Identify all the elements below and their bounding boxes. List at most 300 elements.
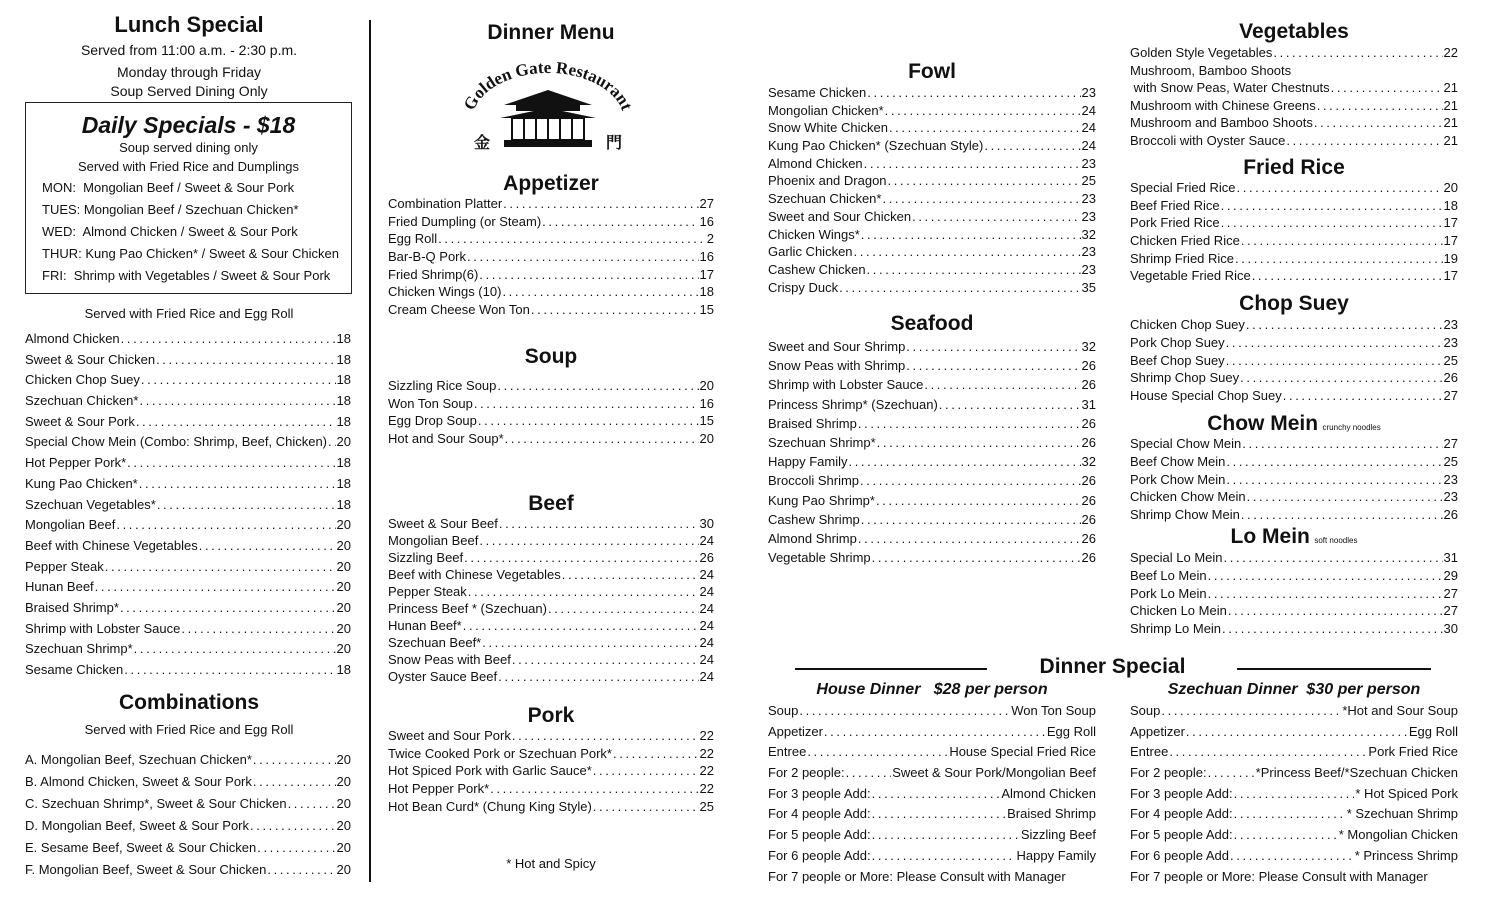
menu-item	[388, 413, 714, 431]
leader-dots	[503, 196, 698, 211]
menu-item	[768, 156, 1096, 174]
menu-item-price: * Princess Shrimp	[1354, 847, 1458, 863]
daily-list	[42, 180, 351, 290]
leader-dots	[799, 703, 1010, 718]
menu-item-price: 30	[699, 516, 714, 531]
menu-item	[1130, 621, 1458, 639]
menu-item	[768, 454, 1096, 473]
leader-dots	[181, 621, 335, 636]
leader-dots	[257, 840, 335, 855]
leader-dots	[1246, 317, 1443, 332]
menu-item-price: 25	[1443, 453, 1458, 469]
daily-line1: Soup served dining only	[119, 140, 258, 155]
menu-item-name: For 5 people Add:	[768, 827, 871, 843]
menu-item-price: 20	[336, 774, 351, 789]
leader-dots	[505, 431, 699, 446]
menu-item-price: 18	[336, 393, 351, 409]
leader-dots	[479, 267, 698, 282]
menu-item-name: Pork Lo Mein	[1130, 585, 1207, 601]
leader-dots	[105, 559, 336, 574]
menu-item	[25, 840, 351, 862]
leader-dots	[860, 473, 1081, 488]
fried-rice-title: Fried Rice	[1243, 156, 1345, 179]
leader-dots	[1186, 724, 1408, 739]
menu-item	[388, 728, 714, 746]
menu-item-name: Chicken Lo Mein	[1130, 603, 1227, 619]
menu-item-name: Crispy Duck	[768, 279, 839, 295]
leader-dots	[1161, 703, 1341, 718]
menu-item	[768, 103, 1096, 121]
menu-item-name: with Snow Peas, Water Chestnuts	[1130, 80, 1330, 96]
menu-item	[25, 331, 351, 352]
leader-dots	[1208, 568, 1443, 583]
pagoda-roof-icon	[504, 90, 592, 105]
leader-dots	[924, 377, 1080, 392]
menu-item-price: 17	[1443, 233, 1458, 249]
menu-item	[1130, 251, 1458, 269]
menu-item-name: For 6 people Add	[1130, 847, 1230, 863]
menu-item-price: 16	[699, 213, 714, 229]
menu-item	[388, 635, 714, 652]
vegetables-title: Vegetables	[1239, 20, 1349, 43]
leader-dots	[593, 799, 699, 814]
menu-item	[388, 781, 714, 799]
menu-item-name: For 4 people Add:	[768, 806, 871, 822]
leader-dots	[1228, 603, 1443, 618]
menu-item	[25, 476, 351, 497]
menu-item-price: 32	[1081, 454, 1096, 470]
leader-dots	[867, 85, 1080, 100]
menu-item	[768, 531, 1096, 550]
leader-dots	[267, 862, 335, 877]
menu-item-price: 30	[1443, 621, 1458, 637]
chow-mein-list	[1130, 436, 1458, 525]
leader-dots	[872, 827, 1020, 842]
leader-dots	[1234, 806, 1346, 821]
menu-item-name: Mushroom, Bamboo Shoots	[1130, 62, 1292, 78]
daily-special-item: TUES: Mongolian Beef / Szechuan Chicken*	[42, 202, 299, 217]
menu-item	[768, 435, 1096, 454]
menu-item-name: Shrimp Chop Suey	[1130, 370, 1240, 386]
menu-item	[1130, 436, 1458, 454]
menu-item-name: Appetizer	[768, 723, 823, 739]
menu-item	[1130, 472, 1458, 490]
menu-item-name: Sweet & Sour Beef	[388, 516, 498, 531]
menu-item	[388, 516, 714, 533]
menu-item-price: 23	[1081, 208, 1096, 224]
lo-mein-heading	[1130, 525, 1458, 549]
menu-item-price: 26	[1081, 415, 1096, 431]
menu-item	[768, 191, 1096, 209]
leader-dots	[1208, 586, 1443, 601]
menu-item-price: 16	[699, 395, 714, 411]
chow-mein-note: crunchy noodles	[1322, 423, 1381, 432]
menu-item-price: * Szechuan Shrimp	[1346, 806, 1458, 822]
menu-item	[25, 434, 351, 455]
menu-item-name: Phoenix and Dragon	[768, 173, 887, 189]
leader-dots	[512, 652, 699, 667]
menu-item	[768, 512, 1096, 531]
menu-item-name: Braised Shrimp*	[25, 599, 119, 615]
menu-item-name: Kung Pao Chicken*	[25, 475, 138, 491]
chow-mein-heading	[1130, 412, 1458, 436]
menu-item-price: 26	[1081, 492, 1096, 508]
daily-special-item: THUR: Kung Pao Chicken* / Sweet & Sour Chicken	[42, 246, 339, 261]
menu-item-price: 20	[336, 599, 351, 615]
leader-dots	[512, 728, 699, 743]
menu-item-name: Hot Bean Curd* (Chung King Style)	[388, 798, 592, 814]
house-dinner-footer: For 7 people or More: Please Consult with Manager	[768, 869, 1066, 884]
menu-item-price: 20	[336, 641, 351, 657]
logo-char-left: 金	[474, 135, 491, 152]
menu-item-name: Kung Pao Chicken* (Szechuan Style)	[768, 138, 984, 154]
menu-item	[768, 765, 1096, 786]
menu-item-price: 24	[699, 584, 714, 599]
leader-dots	[1314, 115, 1443, 130]
leader-dots	[1208, 765, 1255, 780]
leader-dots	[1222, 621, 1442, 636]
menu-item	[25, 818, 351, 840]
logo-char-right: 門	[606, 135, 623, 152]
leader-dots	[498, 669, 698, 684]
menu-item	[768, 227, 1096, 245]
menu-item-name: Combination Platter	[388, 196, 503, 211]
menu-item-price: Pork Fried Rice	[1368, 744, 1458, 760]
menu-item-name: Shrimp Fried Rice	[1130, 250, 1235, 266]
menu-item-name: For 3 people Add:	[768, 785, 871, 801]
menu-item-price: Braised Shrimp	[1007, 806, 1096, 822]
menu-item-name: For 6 people Add:	[768, 847, 871, 863]
menu-item	[768, 397, 1096, 416]
leader-dots	[438, 231, 706, 246]
menu-item	[388, 378, 714, 396]
leader-dots	[467, 249, 699, 264]
leader-dots	[1283, 388, 1443, 403]
menu-item-price: 27	[1443, 603, 1458, 619]
leader-dots	[858, 531, 1081, 546]
menu-item-name: Special Fried Rice	[1130, 180, 1236, 195]
menu-item	[388, 601, 714, 618]
fowl-list	[768, 85, 1096, 297]
menu-item-name: Pepper Steak	[388, 584, 467, 599]
leader-dots	[157, 497, 336, 512]
leader-dots	[1237, 180, 1443, 195]
leader-dots	[288, 796, 336, 811]
menu-item-name: Golden Style Vegetables	[1130, 45, 1273, 60]
menu-item-price: 20	[336, 537, 351, 553]
menu-item-price: 31	[1081, 396, 1096, 412]
menu-item	[768, 209, 1096, 227]
menu-item-name: Special Chow Mein (Combo: Shrimp, Beef, Chicken)	[25, 434, 328, 450]
menu-item-price: 22	[699, 763, 714, 779]
menu-item-price: 26	[1081, 434, 1096, 450]
menu-item	[388, 302, 714, 320]
pagoda-lower-roof-icon	[500, 108, 596, 118]
menu-item-name: Braised Shrimp	[768, 415, 857, 431]
menu-item-price: 23	[1443, 334, 1458, 350]
szechuan-dinner-footer: For 7 people or More: Please Consult with Manager	[1130, 869, 1428, 884]
menu-item	[25, 372, 351, 393]
menu-item	[1130, 180, 1458, 198]
menu-item	[1130, 317, 1458, 335]
appetizer-title: Appetizer	[503, 172, 599, 195]
leader-dots	[134, 641, 336, 656]
menu-item-price: * Hot Spiced Pork	[1355, 785, 1458, 801]
menu-item-name: Mongolian Chicken*	[768, 102, 884, 118]
menu-item-price: 23	[1081, 85, 1096, 100]
leader-dots	[531, 302, 699, 317]
menu-item-price: 20	[336, 579, 351, 595]
menu-item-name: Sesame Chicken	[25, 662, 124, 677]
menu-item	[388, 196, 714, 214]
menu-item-price: Egg Roll	[1046, 723, 1096, 739]
menu-item-price: Sizzling Beef	[1020, 827, 1096, 843]
menu-item-name: Sweet & Sour Pork	[25, 413, 135, 429]
menu-item-name: Beef with Chinese Vegetables	[388, 567, 561, 582]
menu-item-name: Szechuan Chicken*	[25, 393, 139, 409]
daily-special-item: FRI: Shrimp with Vegetables / Sweet & Sour Pork	[42, 268, 331, 283]
menu-item-price: 17	[699, 266, 714, 282]
soup-list	[388, 378, 714, 449]
menu-item-price: 18	[336, 351, 351, 367]
leader-dots	[95, 579, 336, 594]
menu-item-name: Shrimp with Lobster Sauce	[25, 620, 181, 636]
menu-item	[388, 214, 714, 232]
leader-dots	[464, 550, 698, 565]
menu-item-name: Beef Chow Mein	[1130, 453, 1226, 469]
column-divider	[369, 20, 371, 882]
menu-item	[768, 473, 1096, 492]
leader-dots	[1226, 472, 1442, 487]
szechuan-dinner-title: Szechuan Dinner $30 per person	[1167, 681, 1421, 698]
logo-text: olden Gate Restauran	[468, 57, 632, 109]
leader-dots	[867, 262, 1081, 277]
menu-item-name: Happy Family	[768, 454, 848, 470]
house-dinner-title: House Dinner $28 per person	[816, 681, 1048, 698]
menu-item	[768, 377, 1096, 396]
lo-mein-note: soft noodles	[1314, 536, 1358, 545]
menu-item-name: Szechuan Vegetables*	[25, 496, 156, 512]
menu-item	[1130, 765, 1458, 786]
menu-item-name: Szechuan Chicken*	[768, 191, 882, 207]
menu-item-name: For 2 people:	[1130, 765, 1207, 781]
menu-item	[1130, 603, 1458, 621]
menu-item	[1130, 370, 1458, 388]
leader-dots	[478, 413, 699, 428]
menu-item-price: 16	[699, 249, 714, 265]
menu-item-price: 15	[699, 413, 714, 429]
menu-item-price: 22	[699, 781, 714, 797]
leader-dots	[124, 662, 335, 677]
leader-dots	[1317, 98, 1443, 113]
menu-item-price: 26	[1443, 507, 1458, 523]
menu-item-price: 2	[706, 231, 714, 247]
menu-item	[388, 584, 714, 601]
menu-item-price: 20	[336, 818, 351, 833]
daily-line2: Served with Fried Rice and Dumplings	[77, 159, 300, 174]
lunch-list	[25, 331, 351, 683]
menu-item	[768, 744, 1096, 765]
menu-item-name: Chicken Chop Suey	[25, 372, 140, 388]
fried-rice-list	[1130, 180, 1458, 286]
menu-item	[1130, 268, 1458, 286]
menu-item-price: 25	[1443, 352, 1458, 368]
menu-item-name: Vegetable Shrimp	[768, 550, 871, 566]
leader-dots	[328, 434, 336, 449]
menu-item-name: Vegetable Fried Rice	[1130, 268, 1251, 284]
menu-item	[25, 414, 351, 435]
menu-item-price: 18	[336, 413, 351, 429]
menu-item-price: 23	[1443, 471, 1458, 487]
menu-item-price: 22	[699, 745, 714, 761]
menu-item	[768, 262, 1096, 280]
menu-item-name: Special Chow Mein	[1130, 436, 1242, 451]
menu-item	[1130, 115, 1458, 133]
menu-item-name: Sizzling Rice Soup	[388, 378, 497, 393]
menu-item	[1130, 703, 1458, 724]
menu-item-name: B. Almond Chicken, Sweet & Sour Pork	[25, 774, 252, 789]
menu-item-price: 19	[1443, 250, 1458, 266]
menu-item-name: Sesame Chicken	[768, 85, 867, 100]
leader-dots	[846, 765, 892, 780]
menu-item	[768, 173, 1096, 191]
leader-dots	[127, 455, 335, 470]
menu-item-name: Fried Shrimp(6)	[388, 266, 479, 282]
menu-item	[25, 579, 351, 600]
menu-item	[768, 339, 1096, 358]
fowl-title: Fowl	[908, 60, 956, 83]
leader-dots	[468, 584, 699, 599]
menu-item-price: 23	[1081, 261, 1096, 277]
leader-dots	[199, 538, 336, 553]
menu-item-name: Twice Cooked Pork or Szechuan Pork*	[388, 745, 612, 761]
menu-item-name: Garlic Chicken	[768, 244, 853, 260]
menu-item-price: Sweet & Sour Pork/Mongolian Beef	[892, 765, 1096, 781]
menu-item-price: 21	[1443, 97, 1458, 113]
menu-item-name: Beef Fried Rice	[1130, 197, 1220, 213]
menu-item-price: *Hot and Sour Soup	[1342, 703, 1458, 718]
menu-item-price: 35	[1081, 279, 1096, 295]
menu-item	[388, 231, 714, 249]
menu-item-price: 24	[699, 618, 714, 633]
menu-item	[25, 774, 351, 796]
menu-item-name: Hunan Beef*	[388, 618, 462, 633]
menu-item-price: 18	[336, 455, 351, 471]
menu-item	[1130, 133, 1458, 151]
menu-item-price: 20	[336, 620, 351, 636]
menu-item	[1130, 724, 1458, 745]
leader-dots	[824, 724, 1046, 739]
leader-dots	[116, 517, 335, 532]
menu-item	[1130, 198, 1458, 216]
leader-dots	[139, 476, 336, 491]
leader-dots	[839, 280, 1080, 295]
menu-item	[388, 652, 714, 669]
menu-item	[388, 267, 714, 285]
menu-item-name: Pork Fried Rice	[1130, 215, 1220, 231]
chow-mein-title: Chow Mein	[1207, 412, 1319, 435]
leader-dots	[613, 746, 699, 761]
menu-item-price: 24	[699, 533, 714, 548]
menu-item-name: Snow White Chicken	[768, 120, 888, 136]
menu-item-price: 32	[1081, 226, 1096, 242]
leader-dots	[984, 138, 1080, 153]
menu-item	[1130, 63, 1458, 81]
leader-dots	[807, 744, 948, 759]
menu-item-price: 26	[1081, 530, 1096, 546]
leader-dots	[502, 284, 698, 299]
menu-item-price: 15	[699, 302, 714, 318]
menu-item	[25, 600, 351, 621]
menu-item-price: 26	[1081, 511, 1096, 527]
menu-item-name: Szechuan Shrimp*	[25, 641, 133, 657]
leader-dots	[864, 156, 1081, 171]
menu-item-name: Sweet & Sour Chicken	[25, 351, 156, 367]
leader-dots	[1331, 80, 1443, 95]
lunch-served-with: Served with Fried Rice and Egg Roll	[84, 306, 294, 321]
menu-item-price: 18	[336, 372, 351, 388]
menu-item	[388, 249, 714, 267]
lunch-days: Monday through Friday	[117, 64, 261, 80]
menu-item-price: 24	[699, 567, 714, 582]
menu-item-name: Won Ton Soup	[388, 395, 473, 411]
menu-item-name: Beef Lo Mein	[1130, 567, 1207, 583]
leader-dots	[490, 781, 698, 796]
leader-dots	[1273, 45, 1442, 60]
leader-dots	[593, 763, 699, 778]
menu-item	[1130, 454, 1458, 472]
soup-title: Soup	[524, 345, 578, 368]
leader-dots	[548, 601, 699, 616]
pork-title: Pork	[527, 704, 575, 727]
menu-item	[388, 533, 714, 550]
menu-item	[1130, 45, 1458, 63]
menu-item-price: 24	[699, 669, 714, 684]
beef-list	[388, 516, 714, 686]
menu-item-name: Szechuan Shrimp*	[768, 434, 876, 450]
menu-item	[768, 280, 1096, 298]
menu-item-name: Chicken Fried Rice	[1130, 233, 1240, 249]
dinner-special-title: Dinner Special	[1039, 655, 1186, 678]
menu-item	[768, 848, 1096, 869]
menu-item-name: Hot and Sour Soup*	[388, 431, 504, 447]
menu-item	[1130, 848, 1458, 869]
leader-dots	[872, 806, 1006, 821]
leader-dots	[858, 416, 1081, 431]
menu-item	[1130, 489, 1458, 507]
leader-dots	[1247, 489, 1443, 504]
menu-item	[388, 567, 714, 584]
menu-item-price: Egg Roll	[1408, 723, 1458, 739]
menu-item	[768, 724, 1096, 745]
lunch-title: Lunch Special	[114, 12, 264, 37]
restaurant-logo	[464, 52, 632, 154]
menu-item	[25, 559, 351, 580]
menu-item	[768, 358, 1096, 377]
menu-item	[388, 431, 714, 449]
leader-dots	[1240, 370, 1442, 385]
menu-item-price: * Mongolian Chicken	[1338, 827, 1458, 843]
house-dinner-list	[768, 703, 1096, 869]
menu-item-name: Mongolian Beef	[25, 517, 116, 533]
leader-dots	[497, 378, 698, 393]
menu-item-name: Szechuan Beef*	[388, 635, 482, 650]
menu-item-name: Sweet and Sour Pork	[388, 728, 511, 743]
menu-item-name: Pepper Steak	[25, 558, 104, 574]
menu-item	[388, 550, 714, 567]
leader-dots	[1252, 268, 1443, 283]
menu-item	[768, 120, 1096, 138]
